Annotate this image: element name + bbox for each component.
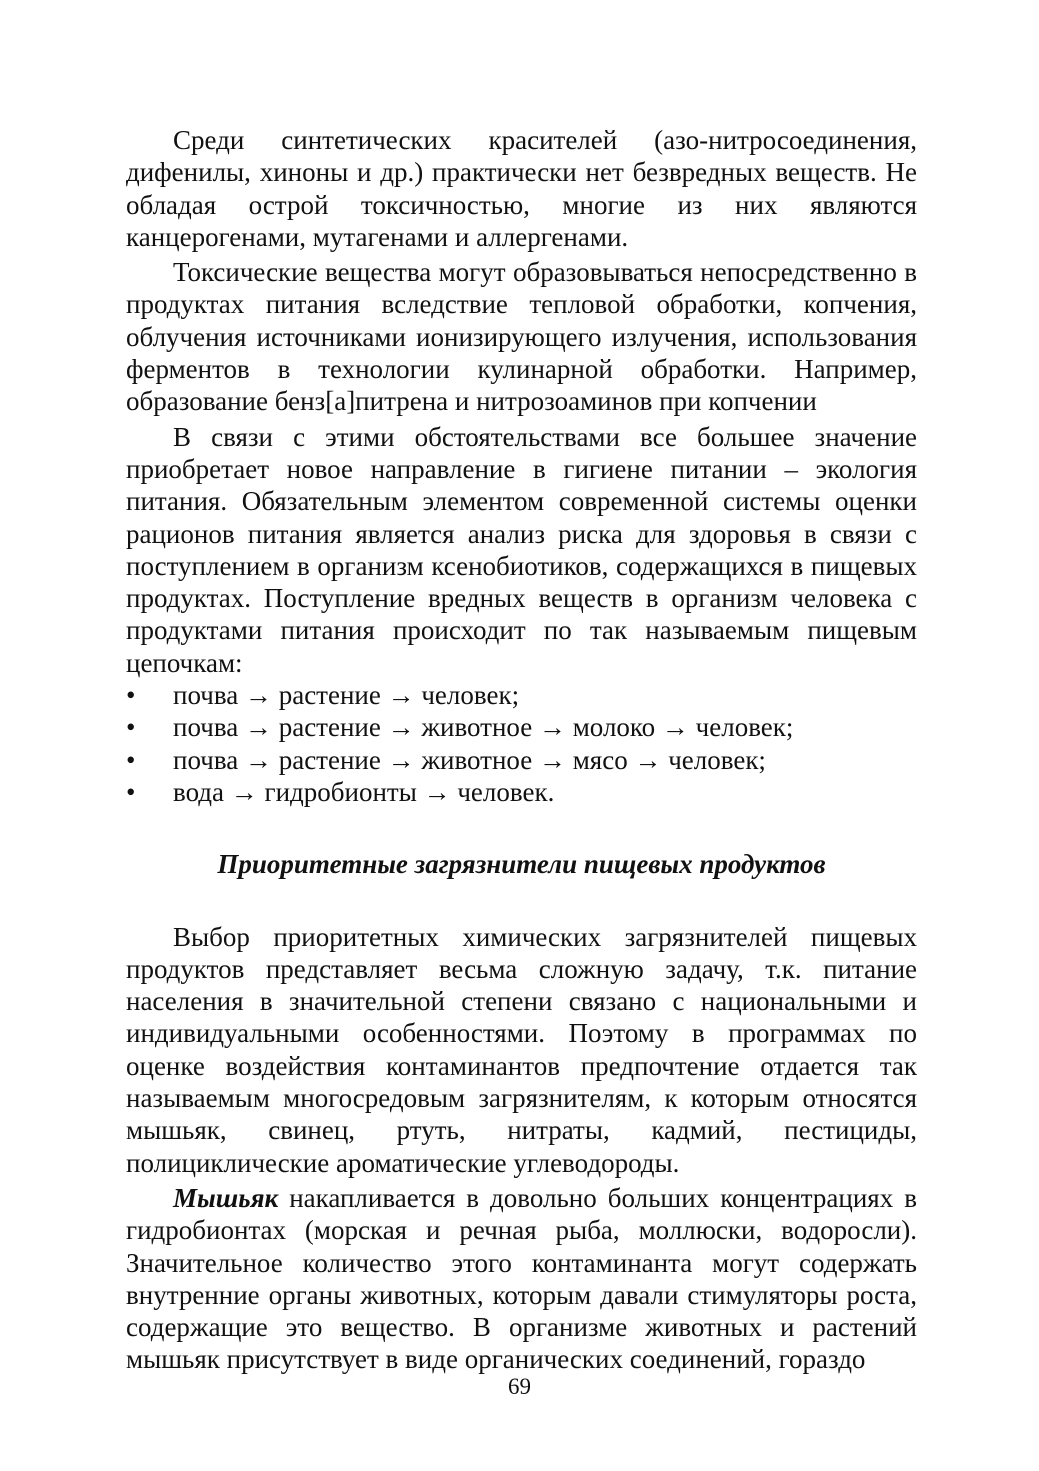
paragraph-synthetic-dyes: Среди синтетических красителей (азо-нитросоединения, дифенилы, хиноны и др.) практически нет безвредных веществ. Не обладая острой токсичностью, многие из них являются канцерогенами, мутагенами и аллергенами. — [126, 125, 917, 252]
bullet-icon: • — [126, 744, 136, 775]
list-item — [126, 711, 917, 743]
food-chain-list — [126, 679, 917, 808]
page-number: 69 — [508, 1374, 531, 1399]
bullet-icon: • — [126, 776, 136, 807]
bullet-icon: • — [126, 680, 136, 711]
term-arsenic: Мышьяк — [173, 1182, 279, 1213]
section-heading: Приоритетные загрязнители пищевых продуктов — [217, 849, 826, 880]
list-item-text: почва → растение → животное → молоко → человек; — [173, 712, 794, 743]
page-body — [126, 124, 917, 1379]
list-item — [126, 679, 917, 711]
paragraph-priority-pollutants: Выбор приоритетных химических загрязнителей пищевых продуктов представляет весьма сложную задачу, т.к. питание населения в значительной степени связано с национальными и индивидуальными особенностями. Поэтому в программах по оценке воздействия контаминантов предпочтение отдается так называемым многосредовым загрязнителям, к которым относятся мышьяк, свинец, ртуть, нитраты, кадмий, пестициды, полициклические ароматические углеводороды. — [126, 921, 917, 1178]
list-item-text: почва → растение → животное → мясо → человек; — [173, 744, 766, 775]
bullet-icon: • — [126, 712, 136, 743]
list-item-text: вода → гидробионты → человек. — [173, 776, 555, 807]
arsenic-text: накапливается в довольно больших концентрациях в гидробионтах (морская и речная рыба, моллюски, водоросли). Значительное количество этого контаминанта могут содержать внутренние органы животных, которым давали стимуляторы роста, содержащие это вещество. В организме животных и растений мышьяк присутствует в виде органических соединений, гораздо — [126, 1182, 917, 1375]
paragraph-toxic-substances: Токсические вещества могут образовываться непосредственно в продуктах питания вследствие тепловой обработки, копчения, облучения источниками ионизирующего излучения, использования ферментов в технологии кулинарной обработки. Например, образование бенз[а]питрена и нитрозоаминов при копчении — [126, 257, 917, 417]
list-item — [126, 744, 917, 776]
list-item-text: почва → растение → человек; — [173, 680, 520, 711]
paragraph-food-ecology: В связи с этими обстоятельствами все большее значение приобретает новое направление в гигиене питании – экология питания. Обязательным элементом современной системы оценки рационов питания является анализ риска для здоровья в связи с поступлением в организм ксенобиотиков, содержащихся в пищевых продуктах. Поступление вредных веществ в организм человека с продуктами питания происходит по так называемым пищевым цепочкам: — [126, 421, 917, 678]
paragraph-arsenic — [126, 1182, 917, 1376]
list-item — [126, 776, 917, 808]
